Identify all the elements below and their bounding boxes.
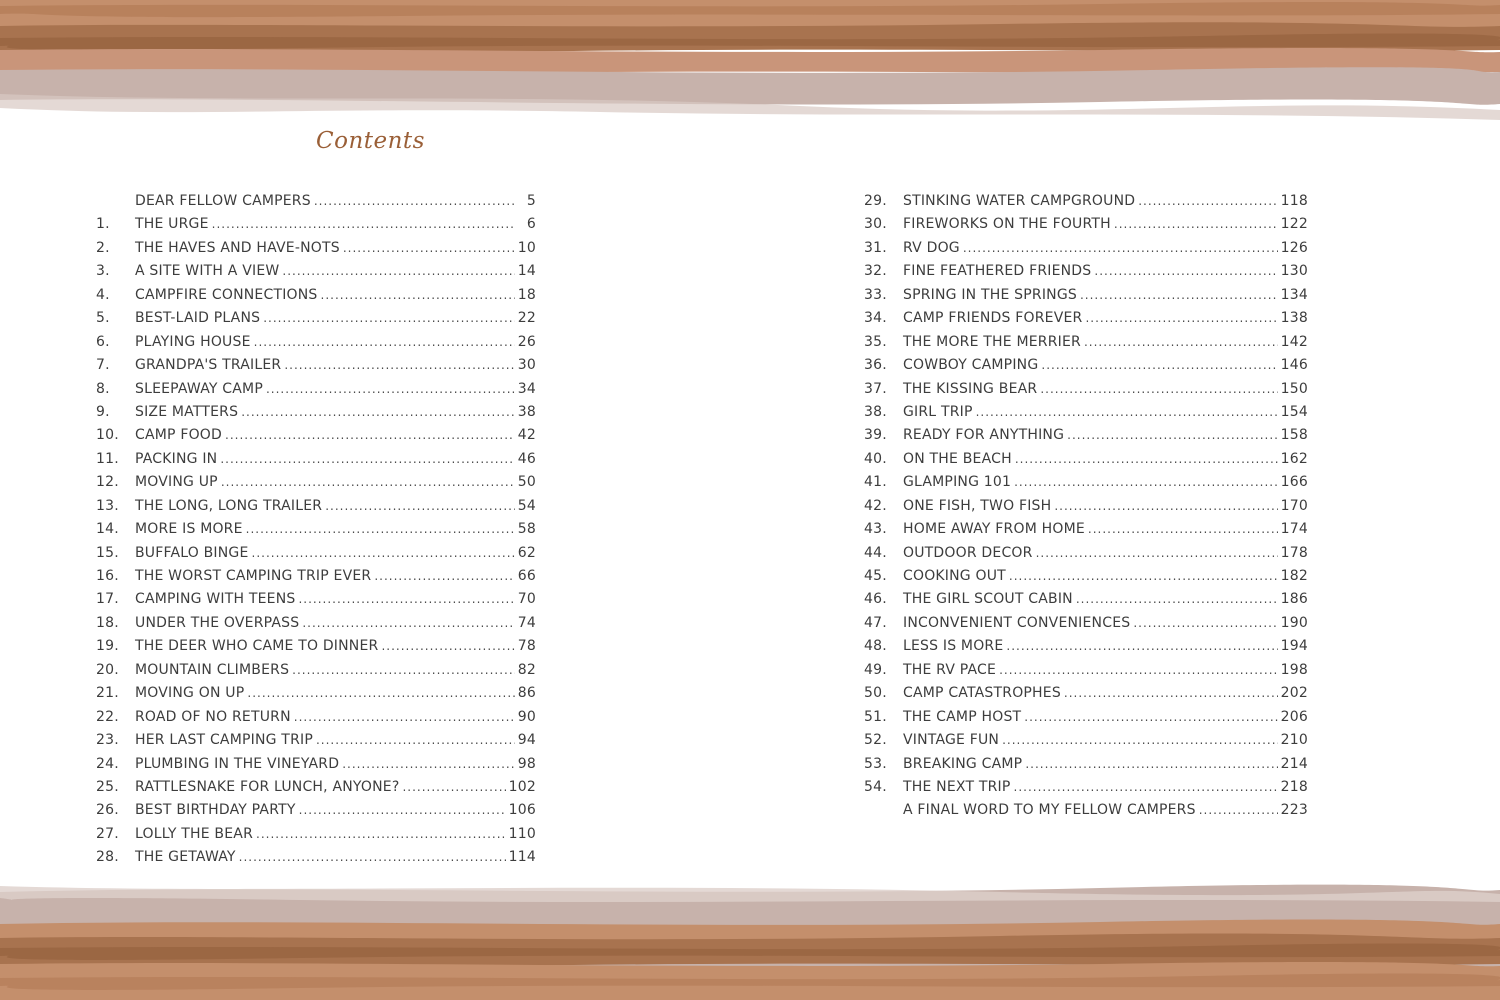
toc-entry	[96, 612, 536, 635]
toc-entry-number: 4.	[96, 286, 110, 303]
toc-entry-page: 166	[1280, 474, 1308, 491]
toc-entry-number: 30.	[864, 216, 887, 233]
dot-leader	[246, 518, 515, 541]
toc-entry-title: THE NEXT TRIP	[903, 778, 1011, 795]
toc-entry-number: 38.	[864, 403, 887, 420]
toc-entry-page: 62	[517, 544, 536, 561]
toc-entry	[864, 190, 1308, 213]
toc-entry	[864, 753, 1308, 776]
toc-entry-number: 43.	[864, 521, 887, 538]
toc-entry-title: LOLLY THE BEAR	[135, 825, 253, 842]
toc-column-left	[96, 190, 536, 870]
dot-leader	[1054, 495, 1277, 518]
toc-entry-number: 49.	[864, 661, 887, 678]
dot-leader	[247, 682, 514, 705]
toc-entry-title: COOKING OUT	[903, 568, 1006, 584]
toc-entry-page: 118	[1280, 193, 1308, 209]
toc-entry	[96, 706, 536, 729]
toc-entry-number: 21.	[96, 685, 119, 702]
top-decorative-band	[0, 0, 1500, 130]
dot-leader	[221, 471, 515, 494]
toc-entry-number: 10.	[96, 427, 119, 444]
toc-entry	[96, 635, 536, 658]
dot-leader	[298, 588, 514, 611]
dot-leader	[1009, 565, 1278, 588]
toc-entry	[96, 542, 536, 565]
dot-leader	[325, 495, 515, 518]
dot-leader	[302, 612, 514, 635]
toc-entry	[96, 753, 536, 776]
toc-entry-title: A FINAL WORD TO MY FELLOW CAMPERS	[903, 802, 1196, 819]
dot-leader	[321, 284, 515, 307]
toc-entry-title: SIZE MATTERS	[135, 403, 239, 420]
dot-leader	[254, 331, 515, 354]
toc-entry-title: THE GIRL SCOUT CABIN	[903, 591, 1073, 608]
toc-entry-number: 27.	[96, 825, 119, 842]
toc-entry	[864, 682, 1308, 705]
toc-entry	[864, 495, 1308, 518]
toc-entry-number: 3.	[96, 263, 110, 280]
dot-leader	[374, 565, 514, 588]
toc-entry-title: PLUMBING IN THE VINEYARD	[135, 755, 340, 772]
toc-entry-page: 94	[517, 732, 536, 749]
dot-leader	[212, 213, 515, 236]
toc-entry-number: 48.	[864, 638, 887, 655]
toc-entry-page: 158	[1280, 427, 1308, 444]
toc-entry-number: 42.	[864, 497, 887, 514]
toc-entry	[96, 260, 536, 283]
dot-leader	[1114, 213, 1278, 236]
toc-entry	[96, 659, 536, 682]
toc-entry-number: 5.	[96, 310, 110, 327]
toc-entry-page: 218	[1280, 778, 1308, 795]
toc-entry	[864, 518, 1308, 541]
toc-entry-page: 190	[1280, 614, 1308, 631]
toc-entry	[864, 401, 1308, 424]
toc-entry-number: 24.	[96, 755, 119, 772]
dot-leader	[963, 237, 1278, 260]
toc-entry	[96, 307, 536, 330]
toc-entry-page: 174	[1280, 521, 1308, 538]
toc-entry-page: 34	[517, 380, 536, 397]
dot-leader	[976, 401, 1278, 424]
toc-entry-number: 46.	[864, 591, 887, 608]
toc-entry-page: 198	[1280, 661, 1308, 678]
toc-entry-number: 31.	[864, 239, 887, 256]
toc-entry-title: CAMP FRIENDS FOREVER	[903, 310, 1083, 327]
toc-entry-title: SLEEPAWAY CAMP	[135, 380, 263, 397]
toc-entry-title: GIRL TRIP	[903, 403, 973, 420]
toc-entry-number: 11.	[96, 450, 119, 467]
toc-entry-number: 53.	[864, 755, 887, 772]
toc-entry	[96, 424, 536, 447]
dot-leader	[292, 659, 515, 682]
toc-entry	[864, 471, 1308, 494]
dot-leader	[1002, 729, 1278, 752]
toc-entry-number: 36.	[864, 357, 887, 374]
toc-entry-page: 18	[517, 286, 536, 303]
toc-entry-number: 52.	[864, 732, 887, 749]
dot-leader	[284, 354, 514, 377]
toc-entry	[864, 565, 1308, 588]
toc-entry-title: THE KISSING BEAR	[903, 380, 1038, 397]
dot-leader	[1024, 706, 1277, 729]
toc-entry-number: 9.	[96, 403, 110, 420]
dot-leader	[314, 190, 515, 213]
dot-leader	[252, 542, 515, 565]
toc-entry	[864, 237, 1308, 260]
toc-entry	[96, 518, 536, 541]
toc-entry-title: CAMP CATASTROPHES	[903, 685, 1061, 702]
toc-entry-number: 8.	[96, 380, 110, 397]
dot-leader	[1025, 753, 1277, 776]
toc-entry	[864, 612, 1308, 635]
dot-leader	[316, 729, 515, 752]
toc-entry-page: 178	[1280, 544, 1308, 561]
toc-entry-title: GRANDPA'S TRAILER	[135, 357, 282, 374]
dot-leader	[1199, 799, 1278, 822]
toc-entry-page: 154	[1280, 403, 1308, 420]
toc-entry-number: 47.	[864, 614, 887, 631]
toc-entry-page: 142	[1280, 333, 1308, 350]
toc-entry-title: A SITE WITH A VIEW	[135, 263, 280, 280]
dot-leader	[343, 237, 515, 260]
toc-entry-title: ON THE BEACH	[903, 450, 1012, 467]
toc-entry-page: 26	[517, 333, 536, 350]
toc-entry	[96, 799, 536, 822]
toc-entry	[96, 471, 536, 494]
dot-leader	[299, 799, 506, 822]
toc-entry-page: 110	[508, 825, 536, 842]
toc-entry-title: THE LONG, LONG TRAILER	[135, 497, 323, 514]
toc-entry-page: 170	[1280, 497, 1308, 514]
toc-entry-page: 214	[1280, 755, 1308, 772]
toc-entry	[864, 260, 1308, 283]
bottom-decorative-band	[0, 878, 1500, 1000]
toc-entry	[864, 659, 1308, 682]
toc-entry	[864, 706, 1308, 729]
toc-entry-title: CAMPFIRE CONNECTIONS	[135, 286, 318, 303]
toc-entry	[864, 331, 1308, 354]
toc-entry-title: THE URGE	[135, 216, 209, 233]
toc-entry	[96, 331, 536, 354]
toc-entry-title: RATTLESNAKE FOR LUNCH, ANYONE?	[135, 778, 400, 795]
page-title: Contents	[316, 128, 425, 154]
toc-entry	[96, 729, 536, 752]
dot-leader	[1133, 612, 1277, 635]
toc-entry-title: GLAMPING 101	[903, 474, 1012, 491]
toc-entry-page: 122	[1280, 216, 1308, 233]
toc-entry-title: COWBOY CAMPING	[903, 357, 1039, 374]
toc-entry-title: BREAKING CAMP	[903, 755, 1023, 772]
toc-entry	[864, 635, 1308, 658]
toc-entry-number: 29.	[864, 193, 887, 209]
toc-entry-title: CAMPING WITH TEENS	[135, 591, 296, 608]
dot-leader	[239, 846, 506, 869]
toc-entry-page: 162	[1280, 450, 1308, 467]
toc-entry-number: 13.	[96, 497, 119, 514]
toc-entry	[864, 284, 1308, 307]
dot-leader	[263, 307, 515, 330]
toc-entry	[96, 378, 536, 401]
dot-leader	[1138, 190, 1277, 213]
dot-leader	[342, 753, 515, 776]
toc-entry	[864, 213, 1308, 236]
dot-leader	[1067, 424, 1278, 447]
dot-leader	[1064, 682, 1278, 705]
toc-entry-page: 50	[517, 474, 536, 491]
toc-entry-number: 25.	[96, 778, 119, 795]
toc-entry	[96, 495, 536, 518]
toc-entry-title: THE CAMP HOST	[903, 708, 1022, 725]
toc-entry-number: 34.	[864, 310, 887, 327]
toc-entry-number: 18.	[96, 614, 119, 631]
toc-entry-page: 114	[508, 849, 536, 866]
toc-entry-title: THE MORE THE MERRIER	[903, 333, 1081, 350]
toc-entry-title: THE WORST CAMPING TRIP EVER	[135, 568, 372, 584]
toc-entry-number: 19.	[96, 638, 119, 655]
toc-entry-title: PACKING IN	[135, 450, 218, 467]
toc-entry	[864, 776, 1308, 799]
toc-entry-number: 33.	[864, 286, 887, 303]
toc-entry	[96, 588, 536, 611]
toc-entry-title: HOME AWAY FROM HOME	[903, 521, 1085, 538]
toc-entry	[864, 354, 1308, 377]
toc-entry-title: RV DOG	[903, 239, 960, 256]
toc-entry-number: 14.	[96, 521, 119, 538]
toc-entry	[864, 799, 1308, 822]
toc-entry-title: CAMP FOOD	[135, 427, 222, 444]
toc-entry-title: BEST BIRTHDAY PARTY	[135, 802, 296, 819]
toc-entry-page: 134	[1280, 286, 1308, 303]
dot-leader	[1094, 260, 1277, 283]
dot-leader	[225, 424, 515, 447]
toc-entry-page: 186	[1280, 591, 1308, 608]
toc-entry	[864, 424, 1308, 447]
dot-leader	[1006, 635, 1277, 658]
toc-entry-page: 42	[517, 427, 536, 444]
toc-entry-number: 37.	[864, 380, 887, 397]
dot-leader	[402, 776, 505, 799]
toc-entry-title: HER LAST CAMPING TRIP	[135, 732, 313, 749]
toc-entry-page: 38	[517, 403, 536, 420]
dot-leader	[1076, 588, 1278, 611]
toc-entry-title: INCONVENIENT CONVENIENCES	[903, 614, 1131, 631]
dot-leader	[256, 823, 506, 846]
dot-leader	[266, 378, 515, 401]
toc-entry-page: 102	[508, 778, 536, 795]
toc-entry-title: MOVING ON UP	[135, 685, 245, 702]
dot-leader	[220, 448, 514, 471]
toc-entry-number: 20.	[96, 661, 119, 678]
toc-entry	[96, 823, 536, 846]
toc-entry-page: 223	[1280, 802, 1308, 819]
toc-entry-number: 40.	[864, 450, 887, 467]
toc-entry	[96, 284, 536, 307]
dot-leader	[1014, 776, 1278, 799]
toc-entry-page: 202	[1280, 685, 1308, 702]
toc-entry	[864, 588, 1308, 611]
toc-entry	[96, 213, 536, 236]
toc-entry-page: 6	[526, 216, 536, 233]
toc-entry-page: 130	[1280, 263, 1308, 280]
toc-entry-page: 150	[1280, 380, 1308, 397]
toc-entry-page: 182	[1280, 568, 1308, 584]
toc-entry	[96, 682, 536, 705]
toc-entry-number: 51.	[864, 708, 887, 725]
toc-entry-title: THE RV PACE	[903, 661, 997, 678]
toc-entry-page: 5	[526, 193, 536, 209]
dot-leader	[1015, 448, 1278, 471]
toc-entry-number: 22.	[96, 708, 119, 725]
toc-entry	[864, 542, 1308, 565]
dot-leader	[1041, 354, 1277, 377]
toc-entry	[864, 307, 1308, 330]
toc-entry-page: 78	[517, 638, 536, 655]
toc-entry-page: 98	[517, 755, 536, 772]
toc-entry	[96, 776, 536, 799]
toc-entry-page: 90	[517, 708, 536, 725]
toc-entry	[864, 378, 1308, 401]
toc-entry-title: MOVING UP	[135, 474, 218, 491]
toc-entry-number: 23.	[96, 732, 119, 749]
toc-entry-number: 45.	[864, 568, 887, 584]
dot-leader	[999, 659, 1278, 682]
dot-leader	[1084, 331, 1278, 354]
toc-entry	[96, 565, 536, 588]
dot-leader	[1040, 378, 1277, 401]
toc-entry-title: BUFFALO BINGE	[135, 544, 249, 561]
toc-entry-title: LESS IS MORE	[903, 638, 1004, 655]
toc-entry-number: 2.	[96, 239, 110, 256]
toc-entry-number: 32.	[864, 263, 887, 280]
toc-entry-title: SPRING IN THE SPRINGS	[903, 286, 1077, 303]
toc-entry-title: READY FOR ANYTHING	[903, 427, 1065, 444]
toc-entry	[864, 729, 1308, 752]
toc-entry-number: 39.	[864, 427, 887, 444]
dot-leader	[282, 260, 514, 283]
toc-entry-title: MOUNTAIN CLIMBERS	[135, 661, 290, 678]
toc-entry-title: ONE FISH, TWO FISH	[903, 497, 1052, 514]
toc-entry-page: 106	[508, 802, 536, 819]
toc-entry-page: 82	[517, 661, 536, 678]
dot-leader	[294, 706, 515, 729]
toc-entry-page: 70	[517, 591, 536, 608]
toc-entry-number: 26.	[96, 802, 119, 819]
toc-entry-title: THE HAVES AND HAVE-NOTS	[135, 239, 340, 256]
toc-entry-number: 54.	[864, 778, 887, 795]
toc-entry-page: 54	[517, 497, 536, 514]
dot-leader	[1085, 307, 1277, 330]
toc-entry-title: BEST-LAID PLANS	[135, 310, 261, 327]
toc-entry-page: 126	[1280, 239, 1308, 256]
toc-entry-title: UNDER THE OVERPASS	[135, 614, 300, 631]
toc-entry-page: 138	[1280, 310, 1308, 327]
toc-entry	[96, 354, 536, 377]
toc-entry-number: 17.	[96, 591, 119, 608]
toc-entry-page: 194	[1280, 638, 1308, 655]
toc-entry-page: 146	[1280, 357, 1308, 374]
toc-entry-number: 28.	[96, 849, 119, 866]
toc-entry-number: 7.	[96, 357, 110, 374]
toc-entry-page: 46	[517, 450, 536, 467]
toc-entry-number: 1.	[96, 216, 110, 233]
toc-entry-page: 14	[517, 263, 536, 280]
toc-entry-number: 6.	[96, 333, 110, 350]
toc-entry-title: FIREWORKS ON THE FOURTH	[903, 216, 1111, 233]
toc-entry-number: 16.	[96, 568, 119, 584]
toc-entry	[96, 237, 536, 260]
toc-entry-page: 66	[517, 568, 536, 584]
toc-entry	[96, 846, 536, 869]
toc-entry-title: THE DEER WHO CAME TO DINNER	[135, 638, 379, 655]
toc-entry-title: MORE IS MORE	[135, 521, 243, 538]
toc-entry-page: 86	[517, 685, 536, 702]
toc-entry-title: THE GETAWAY	[135, 849, 236, 866]
dot-leader	[1080, 284, 1278, 307]
toc-entry-number: 15.	[96, 544, 119, 561]
toc-entry-title: DEAR FELLOW CAMPERS	[135, 193, 311, 209]
dot-leader	[1014, 471, 1278, 494]
toc-entry-number: 50.	[864, 685, 887, 702]
toc-entry-page: 30	[517, 357, 536, 374]
dot-leader	[1088, 518, 1278, 541]
toc-entry-number: 41.	[864, 474, 887, 491]
toc-entry-page: 210	[1280, 732, 1308, 749]
toc-entry	[96, 190, 536, 213]
toc-entry-number: 44.	[864, 544, 887, 561]
toc-entry	[864, 448, 1308, 471]
toc-entry-page: 22	[517, 310, 536, 327]
toc-entry-title: VINTAGE FUN	[903, 732, 1000, 749]
toc-entry	[96, 448, 536, 471]
dot-leader	[381, 635, 514, 658]
toc-column-right	[864, 190, 1308, 823]
dot-leader	[1036, 542, 1278, 565]
toc-entry-number: 12.	[96, 474, 119, 491]
toc-entry-page: 206	[1280, 708, 1308, 725]
toc-entry-page: 58	[517, 521, 536, 538]
toc-entry-title: PLAYING HOUSE	[135, 333, 251, 350]
dot-leader	[241, 401, 515, 424]
toc-entry	[96, 401, 536, 424]
toc-entry-page: 74	[517, 614, 536, 631]
toc-entry-title: STINKING WATER CAMPGROUND	[903, 193, 1136, 209]
toc-entry-title: OUTDOOR DECOR	[903, 544, 1033, 561]
toc-entry-title: ROAD OF NO RETURN	[135, 708, 291, 725]
toc-entry-title: FINE FEATHERED FRIENDS	[903, 263, 1092, 280]
toc-entry-page: 10	[517, 239, 536, 256]
toc-entry-number: 35.	[864, 333, 887, 350]
